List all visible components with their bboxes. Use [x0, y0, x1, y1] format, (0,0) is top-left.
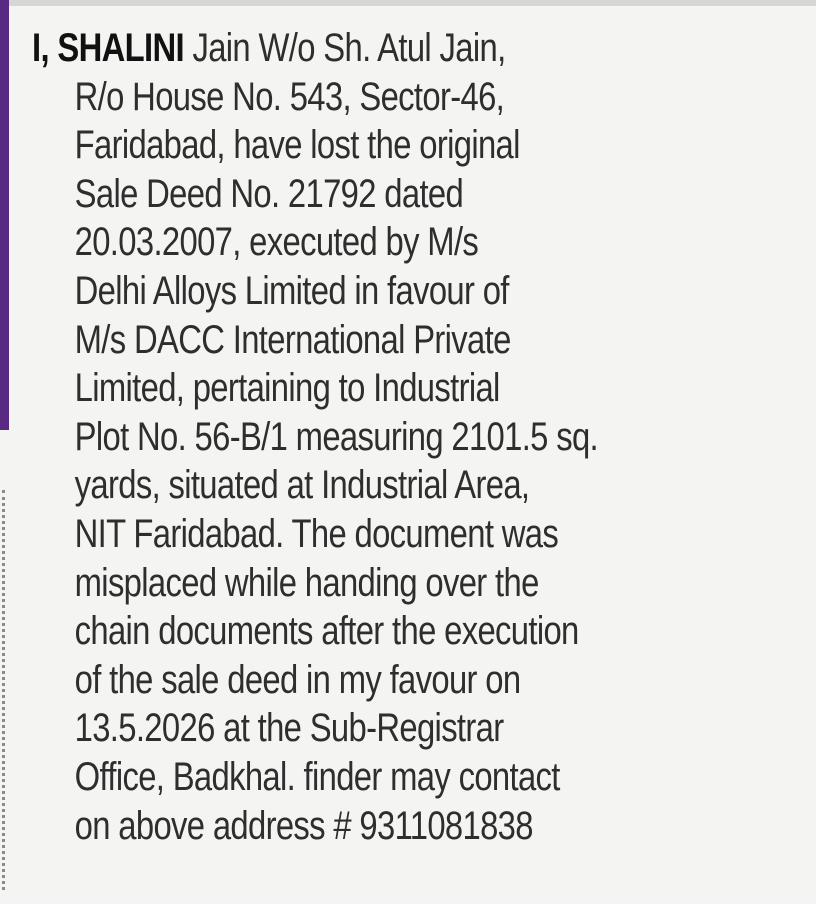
notice-line: of the sale deed in my favour on: [74, 657, 521, 702]
lost-document-notice: [32, 24, 639, 850]
notice-line: 13.5.2026 at the Sub-Registrar: [74, 706, 504, 751]
notice-line: Faridabad, have lost the original: [74, 123, 520, 168]
notice-line: misplaced while handing over the: [74, 560, 539, 605]
notice-line: Office, Badkhal. finder may contact: [74, 754, 560, 799]
notice-name: I, SHALINI: [32, 26, 184, 70]
notice-line: M/s DACC International Private: [74, 317, 511, 362]
notice-line: Limited, pertaining to Industrial: [74, 366, 500, 411]
notice-line: 20.03.2007, executed by M/s: [74, 220, 479, 265]
notice-line: [32, 24, 639, 73]
column-dotted-divider: [2, 490, 5, 890]
notice-line: NIT Faridabad. The document was: [74, 511, 559, 556]
left-accent-bar: [0, 0, 9, 430]
notice-line: Delhi Alloys Limited in favour of: [74, 268, 509, 313]
notice-line: chain documents after the execution: [74, 609, 579, 654]
top-rule: [0, 0, 816, 6]
notice-line: Sale Deed No. 21792 dated: [74, 171, 464, 216]
notice-contact-line: on above address # 9311081838: [74, 803, 533, 848]
notice-line: Plot No. 56-B/1 measuring 2101.5 sq.: [74, 414, 599, 459]
notice-line: R/o House No. 543, Sector-46,: [74, 74, 505, 119]
notice-line-text: Jain W/o Sh. Atul Jain,: [192, 26, 506, 70]
notice-line: yards, situated at Industrial Area,: [74, 463, 530, 508]
